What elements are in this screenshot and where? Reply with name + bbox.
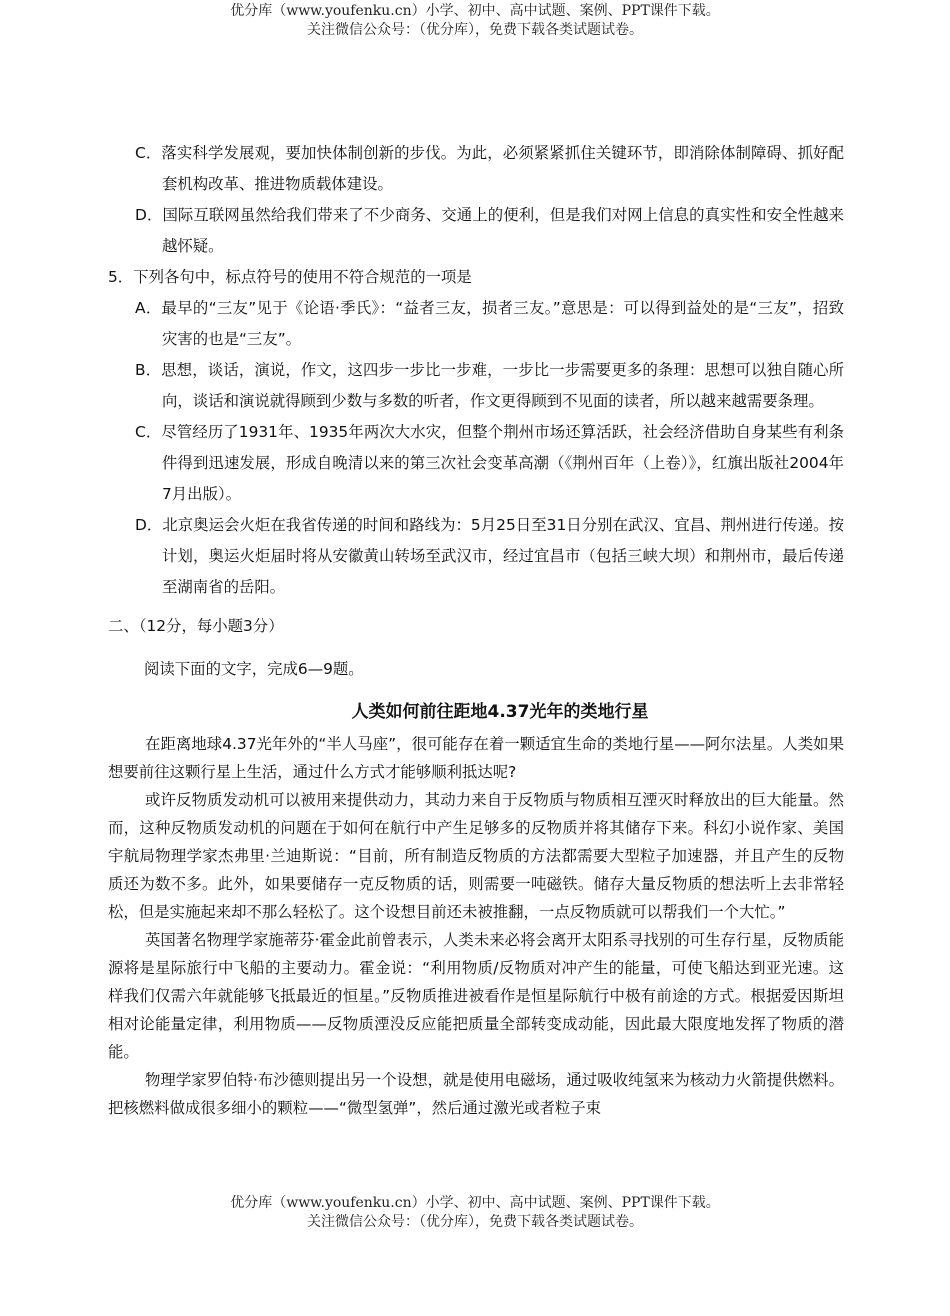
article-paragraph: 在距离地球4.37光年外的“半人马座”，很可能存在着一颗适宜生命的类地行星——阿尔法星。人类如果想要前往这颗行星上生活，通过什么方式才能够顺利抵达呢? bbox=[108, 735, 844, 781]
article-title: 人类如何前往距地4.37光年的类地行星 bbox=[351, 702, 649, 722]
article-paragraph: 物理学家罗伯特·布沙德则提出另一个设想，就是使用电磁场，通过吸收纯氢来为核动力火箭提供燃料。把核燃料做成很多细小的颗粒——“微型氢弹”，然后通过激光或者粒子束 bbox=[108, 1071, 844, 1117]
q5-option-c: C．尽管经历了1931年、1935年两次大水灾，但整个荆州市场还算活跃，社会经济借助自身某些有利条件得到迅速发展，形成自晚清以来的第三次社会变革高潮（《荆州百年（上卷）》，红旗出版社2004年7月出版）。 bbox=[135, 423, 844, 503]
section-instruction: 阅读下面的文字，完成6—9题。 bbox=[144, 660, 364, 678]
page-header bbox=[0, 2, 950, 40]
article-paragraph: 或许反物质发动机可以被用来提供动力，其动力来自于反物质与物质相互湮灭时释放出的巨大能量。然而，这种反物质发动机的问题在于如何在航行中产生足够多的反物质并将其储存下来。科幻小说作家、美国宇航局物理学家杰弗里·兰迪斯说：“目前，所有制造反物质的方法都需要大型粒子加速器，并且产生的反物质还为数不多。此外，如果要储存一克反物质的话，则需要一吨磁铁。储存大量反物质的想法听上去非常轻松，但是实施起来却不那么轻松了。这个设想目前还未被推翻，一点反物质就可以帮我们一个大忙。” bbox=[108, 791, 844, 921]
q5-stem: 5．下列各句中，标点符号的使用不符合规范的一项是 bbox=[108, 268, 472, 286]
q4-option-c: C．落实科学发展观，要加快体制创新的步伐。为此，必须紧紧抓住关键环节，即消除体制障碍、抓好配套机构改革、推进物质载体建设。 bbox=[135, 144, 844, 193]
q5-option-d: D．北京奥运会火炬在我省传递的时间和路线为：5月25日至31日分别在武汉、宜昌、荆州进行传递。按计划，奥运火炬届时将从安徽黄山转场至武汉市，经过宜昌市（包括三峡大坝）和荆州市，最后传递至湖南省的岳阳。 bbox=[135, 516, 844, 596]
footer-line-1: 优分库（www.youfenku.cn）小学、初中、高中试题、案例、PPT课件下载。 bbox=[230, 1195, 720, 1211]
page-footer bbox=[0, 1194, 950, 1232]
header-line-1: 优分库（www.youfenku.cn）小学、初中、高中试题、案例、PPT课件下载。 bbox=[230, 3, 720, 19]
section-heading: 二、（12分，每小题3分） bbox=[108, 617, 284, 635]
q5-option-a: A．最早的“三友”见于《论语·季氏》：“益者三友，损者三友。”意思是：可以得到益处的是“三友”，招致灾害的也是“三友”。 bbox=[135, 299, 844, 348]
header-line-2: 关注微信公众号：（优分库），免费下载各类试题试卷。 bbox=[307, 22, 643, 38]
q4-option-d: D．国际互联网虽然给我们带来了不少商务、交通上的便利，但是我们对网上信息的真实性和安全性越来越怀疑。 bbox=[135, 206, 844, 255]
article-paragraph: 英国著名物理学家施蒂芬·霍金此前曾表示，人类未来必将会离开太阳系寻找别的可生存行星，反物质能源将是星际旅行中飞船的主要动力。霍金说：“利用物质/反物质对冲产生的能量，可使飞船达到亚光速。这样我们仅需六年就能够飞抵最近的恒星。”反物质推进被看作是恒星际航行中极有前途的方式。根据爱因斯坦相对论能量定律，利用物质——反物质湮没反应能把质量全部转变成动能，因此最大限度地发挥了物质的潜能。 bbox=[108, 931, 844, 1061]
footer-line-2: 关注微信公众号：（优分库），免费下载各类试题试卷。 bbox=[307, 1214, 643, 1230]
q5-option-b: B．思想，谈话，演说，作文，这四步一步比一步难，一步比一步需要更多的条理：思想可以独自随心所向，谈话和演说就得顾到少数与多数的听者，作文更得顾到不见面的读者，所以越来越需要条理。 bbox=[135, 361, 844, 410]
page-body bbox=[108, 138, 844, 1122]
